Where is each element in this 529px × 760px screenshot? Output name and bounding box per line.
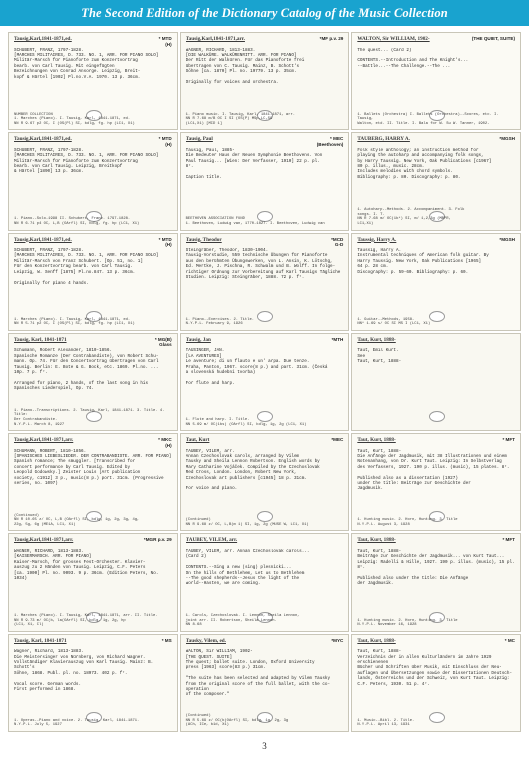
card-tracings: 1. Flute and harp. I. Title. NN 5.69 m/ OC(1bs) (OArfl) SI, bdlg, 1g, 2g (LC1, X1) <box>185 417 307 427</box>
card-heading: Tausig,Karl,1841-1871,ed. <box>14 36 72 42</box>
card-tracings: 1. Carols, Czechoslovak. I. Lennon, Sheila Lennon, joint arr. II. Robertson, Sheila Lennon. NN 8.68 <box>185 613 300 628</box>
page-header <box>0 0 529 26</box>
card-tracings: NUMBER COLLECTION 1. Marches (Piano). I. Tausig, Karl, 1841-1871, ed. NN R 9.67 p2 OC, I (OS(Pl) SI, bdlg, fg. hp (LC1, X1) <box>14 112 135 126</box>
call-number: *MYC <box>331 637 344 643</box>
card-body: Steingräber, Theodor, 1830-1904. Tausig-Vorstudie, 559 technische Übungen für Pianoforte aus den berühmten Übungswerken, von L. Ansin, K. Lötschg, Ed. Mertke, J. Pischna, R. Schwalm und B. Wolff. In folge- richtiger Ordnung zur Vorbereitung auf Karl Tausigs Tägliche Studien. Leipzig: Steingräber, 1888. 72 p. f°. <box>185 248 341 281</box>
call-number: *MF p.v. 29 <box>319 36 344 41</box>
catalog-card <box>351 533 521 631</box>
card-heading: Tausky, Vilem, ed. <box>185 637 226 644</box>
card-tracings: (Continued) NN R 5.69 z/ OC(b(OArfl) SI, bdlg, 1g, 2g, 3g (ACh, ICe, b1d, X1) <box>185 714 289 728</box>
catalog-card <box>351 433 521 531</box>
catalog-card <box>351 634 521 732</box>
card-body: WAGNER, RICHARD, 1813-1883. [KAISERMARSCH. ARR. FOR PIANO] Kaiser-Marsch, für grosses Fest-Orchester. Klavier- auszug zu 2 Händen von Tausig. Leipzig, C.F. Peters [ca. 1900] Pl. no. 9093. 9 p. 36cm. (Edition Peters, No. 1034) <box>14 548 159 581</box>
catalog-card <box>8 433 178 531</box>
call-number: *MTH <box>331 336 344 342</box>
card-heading: Tausig,Karl,1841-1871,ed. <box>14 236 72 243</box>
card-body: Taut, Kurt, 1888- Beiträge zur Geschichte der Jagdmusik... von Kurt Taut... Leipzig: Radelli & Hille, 1927. 190 p. illus. (music), 15 pl. 8°. Published also under the title: Die Anfänge der Jagdmusik. <box>357 548 515 587</box>
card-heading: Tausig,Karl,1841-1871,arr. <box>14 537 74 544</box>
call-number: * MTD (H) <box>158 136 172 147</box>
card-tracings: 1. Marches (Piano). I. Tausig, Karl, 1841-1871, arr. II. Title. NN R 9.73 m/ OC(b, la(OArfl) SI, bdlg, 1g, 2g, hp (LC1, X1, Cl) <box>14 613 158 628</box>
catalog-card-grid <box>8 32 521 732</box>
catalog-card <box>180 533 350 631</box>
card-tracings: 1. Piano--Exercises. 2. Title. N.Y.P.L. February 9, 1926 <box>185 317 255 327</box>
card-tracings: BEETHOVEN ASSOCIATION FUND 1. Beethoven, Ludwig van, 1770-1827. I. Beethoven, Ludwig van <box>185 217 325 226</box>
call-number: * MTD (H) <box>158 36 172 47</box>
card-tracings: 1. Piano music. I. Tausig, Karl, 1841-1871, arr. NN R 7.68 m/B OC I SI (OS(P) MSp,LC,SG (LC1,X1) [MID 1] <box>185 112 296 126</box>
card-tracings: (Continued) NN R 10.65 z/ OC, L,B (OArfl) SI, bdlg, 1g, 2g, 3g, 4g, 22g, 5g, 6g (ME1A, LC1, X1) <box>14 513 140 527</box>
catalog-card <box>180 333 350 431</box>
call-number: *MGSH <box>499 136 515 142</box>
catalog-card <box>351 132 521 230</box>
card-tracings: 1. Marches (Piano). I. Tausig, Karl, 1841-1871, ed. NN R 5.71 p2 OC, I (OS(Pl) SI, bdlg, fg. hp (LC1, X1) <box>14 317 135 327</box>
card-tracings: 1. Ballets (Orchestra) I. Ballets (Orchestra)--Scores, etc. I. Tausig, Walton, etd. II. Title. I. Bala for W. Su W. Tanner, 1902- <box>357 112 499 126</box>
card-body: WAGNER, RICHARD, 1813-1883. [DIE WALKÜRE. WALKÜRENRITT. ARR. FOR PIANO] Der Ritt der Walküren. Für das Pianoforte frei übertragen von C. Tausig. Mainz, B. Schott's Söhne [ca. 1870] Pl. no. 19779. 13 p. 35cm. Originally for voices and orchestra. <box>185 47 305 85</box>
catalog-card <box>351 32 521 130</box>
card-heading: Tausig,Karl,1841-1871,ed. <box>14 136 72 143</box>
card-heading: Tausig, Karl, 1841-1871 <box>14 637 67 644</box>
card-body: Folk style anthology; an instruction method for playing the autoharp and accompanying folk songs, by Harry Taussig. New York, Oak Publications [c1967] 80 p. illus., music. 28cm. Includes melodies with chord symbols. Bibliography: p. 80. Discography: p. 80. <box>357 147 492 180</box>
card-tracings: (Continued) NN R 9.68 z/ OC, L,B(m 1) SI, 1g, 2g (MUSE W, LC1, X1) <box>185 518 309 527</box>
page-title: The Second Edition of the Dictionary Catalog of the Music Collection <box>81 5 448 20</box>
call-number: * MTD (H) <box>158 236 172 248</box>
card-heading: Tausig, Jan <box>185 336 211 343</box>
card-body: SCHUBERT, FRANZ, 1797-1828. [MARCHES MILITAIRES, D. 733. NO. 1, ARR. FOR PIANO SOLO] Militär-Marsch für Pianoforte zum Konzertvortrag bearb. von Carl Tausig. Leipzig, Breitkopf & Härtel [1890] 13 p. 36cm. <box>14 147 159 175</box>
card-body: Taut, Kurt, 1888- Die Anfänge der Jagdmusik, mit 38 Illustrationen und einem Notenanhang, von Dr. Kurt Taut. Leipzig: In Selbstverlag des Verfassers, 1927. 190 p. illus. (music), 15 plates. 8°. Published also as a dissertation (1927) under the title: Beiträge zur Geschichte der Jagdmusik. <box>357 448 510 492</box>
card-body: SCHUMANN, ROBERT, 1810-1856. [SPANISCHES LIEBESLIEDER. DER CONTRABANDISTE. ARR. FOR PIANO] Spanish romance; The smuggler. [Transcribed for concert performance by Carl Tausig. Edited by Leopold Godowsky.] Zeister Louis [Art publication society, c1912] 3 p., music(8 p.) port. 31cm. (Progressive series, no. 1097) <box>14 448 172 487</box>
card-heading: Tausig,Karl,1841-1871,arr. <box>185 36 245 42</box>
call-number: * MFT <box>502 437 515 443</box>
catalog-card <box>8 32 178 130</box>
card-heading: Tausig,Karl,1841-1871,arr. <box>14 437 74 444</box>
card-heading: Taut, Kurt, 1888- <box>357 336 396 343</box>
card-heading: TAUBERG, HARRY A. <box>357 136 410 143</box>
call-number: * MEC (Beethoven) <box>316 136 344 147</box>
card-heading: Tausig, Karl, 1841-1871 <box>14 336 67 343</box>
call-number: * MS <box>161 637 172 643</box>
card-body: Tausig, Paul, 1885- Die Bedeuter Haus der Neuen Symphonie Beethovens. Von Paul Tausig... [Wien: Der Verfasser, 1910] 22 p. pl. 8°. Caption title. <box>185 147 323 180</box>
call-number: *MEC <box>331 437 344 443</box>
card-heading: Tausig, Theodor <box>185 236 222 243</box>
card-heading: WALTON, Sir WILLIAM, 1902- <box>357 36 430 42</box>
card-body: SCHUBERT, FRANZ, 1797-1828. [MARCHES MILITAIRES, D. 733. NO. 1, ARR. FOR PIANO SOLO] Militär-Marsch von Franz Schubert. [Op. 51, no. 1] Für den Konzertvortrag bearb. von Carl Tausig. Leipzig, W. Senff [1875] Pl.no.847. 13 p. 36cm. Originally for piano 4 hands. <box>14 248 159 286</box>
call-number: * MG(B) Glass <box>154 336 172 348</box>
card-heading: Taut, Kurt, 1888- <box>357 437 396 444</box>
card-body: Schumann, Robert Alexander, 1810-1856. Spanische Romanze (Der Contrabandiste), von Robert Schu- mann. Op. 74. Für den Concertvortrag übertragen von Carl Tausig. Berlin: E. Bote & G. Bock, etc. 1869. Pl.no. ... 10p. 7 p. f°. Arranged for piano, 2 hands, of the last song in his Spanisches Liederspiel, Op. 74. <box>14 348 159 392</box>
call-number: *MGR p.v. 29 <box>143 537 172 543</box>
catalog-card <box>8 132 178 230</box>
card-body: TAUSINGER, JAN. [LA AVENTURES] Le aventure; di un flauto e un' arpa. Due tenze. Praha, Panton, 1967. score(8 p.) and part. 31cm. (Česká a slovenská hudební tvorba) For flute and harp. <box>185 348 328 386</box>
card-tracings: 1. Music--Bibl. 2. Title. N.Y.P.L. April 13, 1931 <box>357 718 415 728</box>
catalog-card <box>180 233 350 331</box>
catalog-card <box>8 333 178 431</box>
card-heading: TAUBEY, VILEM, arr. <box>185 537 238 544</box>
call-number: * MC <box>504 637 515 643</box>
catalog-card <box>180 32 350 130</box>
card-tracings: 1. Autoharp--Methods. 2. Accompaniment. 3. Folk songs. I. T. NN R 7.68 m/ OC(1b*) SI, m/ 1,2,3g (MBPR, LC1,X1) <box>357 208 465 226</box>
card-heading: Taut, Kurt <box>185 437 210 444</box>
call-number: (THE QUIET, SUITE) <box>471 36 515 41</box>
catalog-card <box>180 132 350 230</box>
card-body: The quest... (Card 2) CONTENTS.--Introduction and The Knight's... --Battle...--The Challenge.--The ... <box>357 47 469 69</box>
card-heading: Taut, Kurt, 1888- <box>357 637 396 644</box>
card-body: SCHUBERT, FRANZ, 1797-1828. [MARCHES MILITAIRES, D. 733. NO. 1, ARR. FOR PIANO SOLO] Militär-Marsch für Pianoforte zum Konzertvortrag bearb. von Carl Tausig. Mit eingefügten Bezeichnungen von Conrad Ansorge. Leipzig, Breit- kopf & Härtel [1902] Pl.no.V.A. 1970. 13 p. 36cm. <box>14 47 159 80</box>
catalog-card <box>8 634 178 732</box>
card-body: Wagner, Richard, 1813-1883. Die Meistersinger von Nürnberg, von Richard Wagner. Vollständiger Klavierauszug von Karl Tausig. Mainz: B. Schott's Söhne, 1868. Publ. pl. no. 18973. 402 p. f°. Vocal score. German words. First performed in 1868. <box>14 649 154 693</box>
card-body: WALTON, Sir WILLIAM, 1902- [THE QUEST. SUITE] The quest; ballet suite. London, Oxford University press [1963] score(83 p.) 31cm. "The suite has been selected and adapted by Vilem Tausky from the original score of the full ballet, with the co-operation of the composer." <box>185 649 331 698</box>
catalog-card <box>351 233 521 331</box>
catalog-card <box>180 433 350 531</box>
card-punch-hole <box>429 411 445 422</box>
card-body: TAUBEY, VILEM, arr. Annan Czechoslovak carols... (Card 2) CONTENTS.--Sing a new (sing) plesnicki... On the hills of Bethlehem, Let us to Bethlehem --The good shepherds--Jesus the light of the world--Hasten, we are coming. <box>185 548 310 587</box>
card-body: TAUBEY, VILEM, arr. Annan Czechoslovak carols, arranged by Vilem Tausky and Sheila Lennon Robertson. English words by Mary Catharine Vojáček. Compiled by the Czechoslovak Red Cross, London. London, Robert New York, Czechoslovak art publishers [c1945] 18 p. 31cm. For voice and piano. <box>185 448 320 492</box>
page-number: 3 <box>262 741 267 751</box>
call-number: * MKC (H) <box>158 437 172 448</box>
card-heading: Taut, Kurt, 1888- <box>357 537 396 544</box>
catalog-card <box>180 634 350 732</box>
catalog-card <box>351 333 521 431</box>
card-heading: Taussig, Harry A. <box>357 236 397 243</box>
catalog-card <box>8 233 178 331</box>
card-body: Taut, Kurt, 1888- Verzeichnis der in allen Kulturländern im Jahre 1929 erschienenen Bücher und Schriften über Musik, mit Einschluss der Neu- auflagen und Übersetzungen sowie der Dissertationen Deutsch- lands, Österreichs und der Schweiz, von Kurt Taut. Leipzig: C.F. Peters, 1930. 51 p. 4°. <box>357 649 513 687</box>
card-tracings: 1. Hunting music. 2. Horn, Hunting. 3. Title N.Y.P.L. November 16, 1928 <box>357 618 458 628</box>
call-number: *MGSH <box>499 236 515 242</box>
card-body: Taussig, Harry A. Instrumental techniques of American folk guitar. By Harry Taussig. New York, Oak Publications [1965] 64 p. 28 cm. Discography: p. 59-60. Bibliography: p. 60. <box>357 248 489 275</box>
card-tracings: 1. Piano--Transcriptions. 2. Tausig, Karl, 1841-1871. 3. Title. 4. Title: Der Contrabandiste. N.Y.P.L. March 8, 1927 <box>14 408 165 427</box>
catalog-card <box>8 533 178 631</box>
card-tracings: 1. Guitar--Methods, 1958- NN* 1.69 s/ OC SI MS I (LC1, X1) <box>357 317 431 327</box>
card-tracings: 1. Operas--Piano and voice. 2. Tausig, Karl, 1841-1871. N.Y.P.L. July 5, 1927 <box>14 718 140 728</box>
call-number: * MFT <box>502 537 515 543</box>
card-tracings: 1. Hunting music. 2. Horn, Hunting. 3. Title N.Y.P.L. August 3, 1928 <box>357 518 458 527</box>
card-heading: Tausig, Paul <box>185 136 213 143</box>
card-tracings: 1. Piano--Solo-1998 II. Schubert, Franz. 1797-1828. NN R 6.71 p4 OC, L,B (OArfl) SI, bdlg, fg. hp (LC1, X1) <box>14 217 140 226</box>
call-number: *MCD G-D <box>331 236 344 248</box>
card-body: Taut, Emil Kurt. See Taut, Kurt, 1888- <box>357 348 402 365</box>
